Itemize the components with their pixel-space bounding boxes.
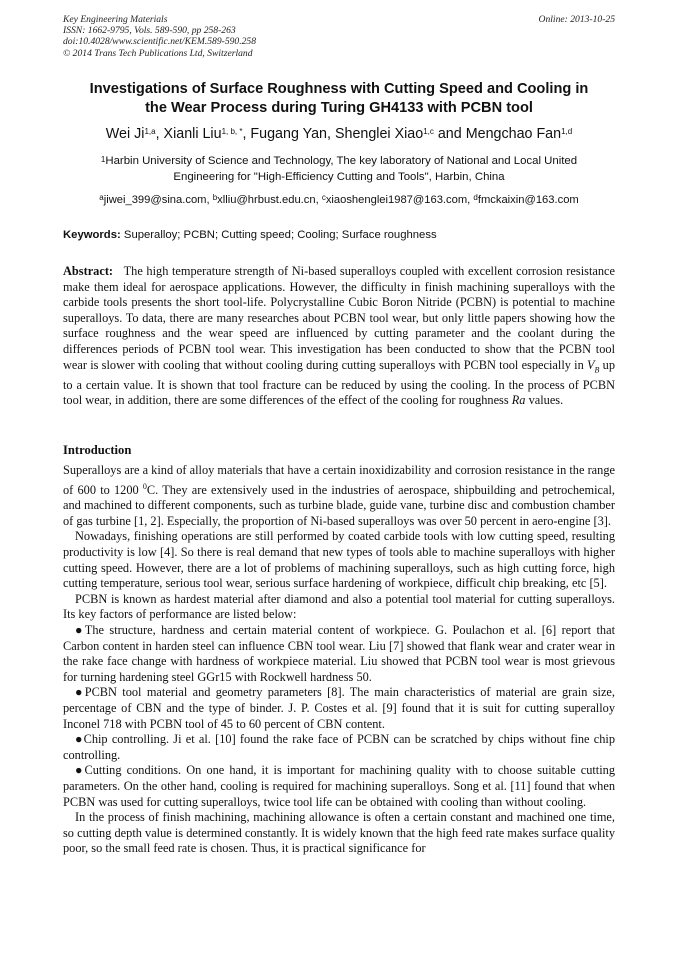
email-sup: c — [321, 193, 326, 202]
journal-header — [63, 14, 615, 59]
title-line-2: the Wear Process during Turing GH4133 with PCBN tool — [145, 100, 533, 116]
affiliation-line-2: Engineering for "High-Efficiency Cutting and Tools", Harbin, China — [173, 170, 505, 183]
introduction-body — [63, 463, 615, 857]
bullet-item: ●Cutting conditions. On one hand, it is important for machining quality with to choose suitable cutting parameters. On the other hand, cooling is required for machining superalloys. Song et al. [11] found that when PCBN was used for cutting superalloys, twice tool life can be obtained with cooling than without cooling. — [63, 763, 615, 809]
paragraph: PCBN is known as hardest material after diamond and also a potential tool material for cutting superalloys. Its key factors of performance are listed below: — [63, 591, 615, 622]
journal-name: Key Engineering Materials — [63, 14, 168, 25]
abstract — [63, 264, 615, 409]
author-name: Shenglei Xiao — [334, 126, 424, 142]
affiliation-line-1: Harbin University of Science and Technology, The key laboratory of National and Local United — [105, 155, 578, 167]
abstract-text-a: The high temperature strength of Ni-based superalloys coupled with excellent corrosion resistance make them ideal for aerospace applications. However, the difficulty in finish machining superalloys with the carbide tools presents the short tool-life. Polycrystalline Cubic Boron Nitride (PCBN) is potential to machine superalloys. To data, there are many researches about PCBN tool wear, but only little papers showing how the surface roughness and the wear speed are influenced by cutting parameter and the coolant during the differences periods of PCBN tool wear. This investigation has been conducted to show that the PCBN tool wear is slower with cooling that without cooling during cutting superalloys with PCBN tool especially in — [63, 264, 615, 372]
keywords-text: Superalloy; PCBN; Cutting speed; Cooling; Surface roughness — [123, 229, 437, 241]
email-address[interactable]: jiwei_399@sina.com, — [103, 194, 210, 206]
author-and: and — [437, 126, 462, 142]
abstract-text-b: up to a certain value. It is shown that tool fracture can be reduced by using the cooling. In the process of PCBN tool wear, in addition, there are some differences of the effect of the cooling for roughness — [63, 357, 616, 408]
section-heading-introduction: Introduction — [63, 443, 132, 457]
keywords — [63, 228, 615, 242]
abstract-label: Abstract: — [63, 264, 114, 278]
bullet-item: ●The structure, hardness and certain material content of workpiece. G. Poulachon et al. [6] report that Carbon content in harden steel can influence CBN tool wear. Liu [7] showed that flank wear and crater wear in the rake face change with hardness of workpiece material. Liu showed that PCBN tool wear is most grievous for turning hardening steel GGr15 with Rockwell hardness 50. — [63, 623, 615, 684]
author-name: Fugang Yan — [250, 126, 328, 142]
bullet-item: ●PCBN tool material and geometry parameters [8]. The main characteristics of material are grain size, percentage of CBN and the type of binder. J. P. Costes et al. [9] found that it is suit for cutting superalloy Inconel 718 with PCBN tool of 45 to 60 percent of CBN content. — [63, 685, 615, 731]
email-sup: a — [99, 193, 104, 202]
doi-line: doi:10.4028/www.scientific.net/KEM.589-590.258 — [63, 36, 257, 48]
paragraph: Superalloys are a kind of alloy materials that have a certain inoxidizability and corrosion resistance in the range of 600 to 1200 $^0$C. They are extensively used in the industries of aerospace, shipbuilding and petrochemical, and machined to different components, such as turbine blade, guide vane, turbine disc and combustion chamber of gas turbine [1, 2]. Especially, the proportion of Ni-based superalloys was over 50 percent in aero-engine [3]. — [63, 463, 615, 528]
degree-sup: 0 — [142, 481, 147, 491]
author-list: Wei Ji$^{1,a}$, Xianli Liu$^{1, b, *}$, Fugang Yan, Shenglei Xiao$^{1,c}$ and Mengchao Fan$^{1,d}$ — [105, 126, 573, 142]
author-name: Wei Ji — [105, 126, 145, 142]
title-line-1: Investigations of Surface Roughness with Cutting Speed and Cooling in — [89, 81, 589, 97]
abstract-vb: $V_B$ — [587, 357, 600, 375]
affiliation — [70, 154, 608, 185]
affiliation-sup: 1 — [100, 155, 106, 164]
email-address[interactable]: xlliu@hrbust.edu.cn, — [217, 194, 319, 206]
copyright-line: © 2014 Trans Tech Publications Ltd, Switzerland — [63, 47, 253, 59]
keywords-label: Keywords: — [63, 229, 121, 241]
paragraph: Nowadays, finishing operations are still performed by coated carbide tools with low cutting speed, resulting productivity is low [4]. So there is real demand that new types of tools able to machine superalloys with higher cutting speed. However, there are a lot of problems of machining superalloys, such as high cutting force, high cutting temperature, serious tool wear, serious surface hardening of workpiece, difficult chip breaking, etc [5]. — [63, 529, 615, 591]
abstract-ra: Ra — [511, 393, 526, 408]
email-list — [40, 193, 638, 207]
bullet-item: ●Chip controlling. Ji et al. [10] found the rake face of PCBN can be scratched by chips without fine chip controlling. — [63, 732, 615, 762]
online-date: Online: 2013-10-25 — [538, 14, 615, 25]
author-name: Mengchao Fan — [465, 126, 562, 142]
abstract-text-c: values. — [528, 393, 564, 408]
email-address[interactable]: fmckaixin@163.com — [477, 194, 579, 206]
author-sup: 1,c — [423, 127, 434, 136]
author-sup: 1, b, * — [221, 127, 243, 136]
email-sup: d — [473, 193, 478, 202]
issn-line: ISSN: 1662-9795, Vols. 589-590, pp 258-263 — [63, 25, 236, 37]
email-address[interactable]: xiaoshenglei1987@163.com, — [325, 194, 471, 206]
author-sup: 1,a — [144, 127, 156, 136]
paper-title — [40, 80, 638, 118]
email-sup: b — [212, 193, 218, 202]
author-sup: 1,d — [561, 127, 573, 136]
paragraph: In the process of finish machining, machining allowance is often a certain constant and machined one time, so cutting depth value is determined constantly. It is widely known that the high feed rate makes surface quality poor, so the small feed rate is chosen. Thus, it is practical significance for — [63, 810, 615, 856]
author-name: Xianli Liu — [163, 126, 222, 142]
